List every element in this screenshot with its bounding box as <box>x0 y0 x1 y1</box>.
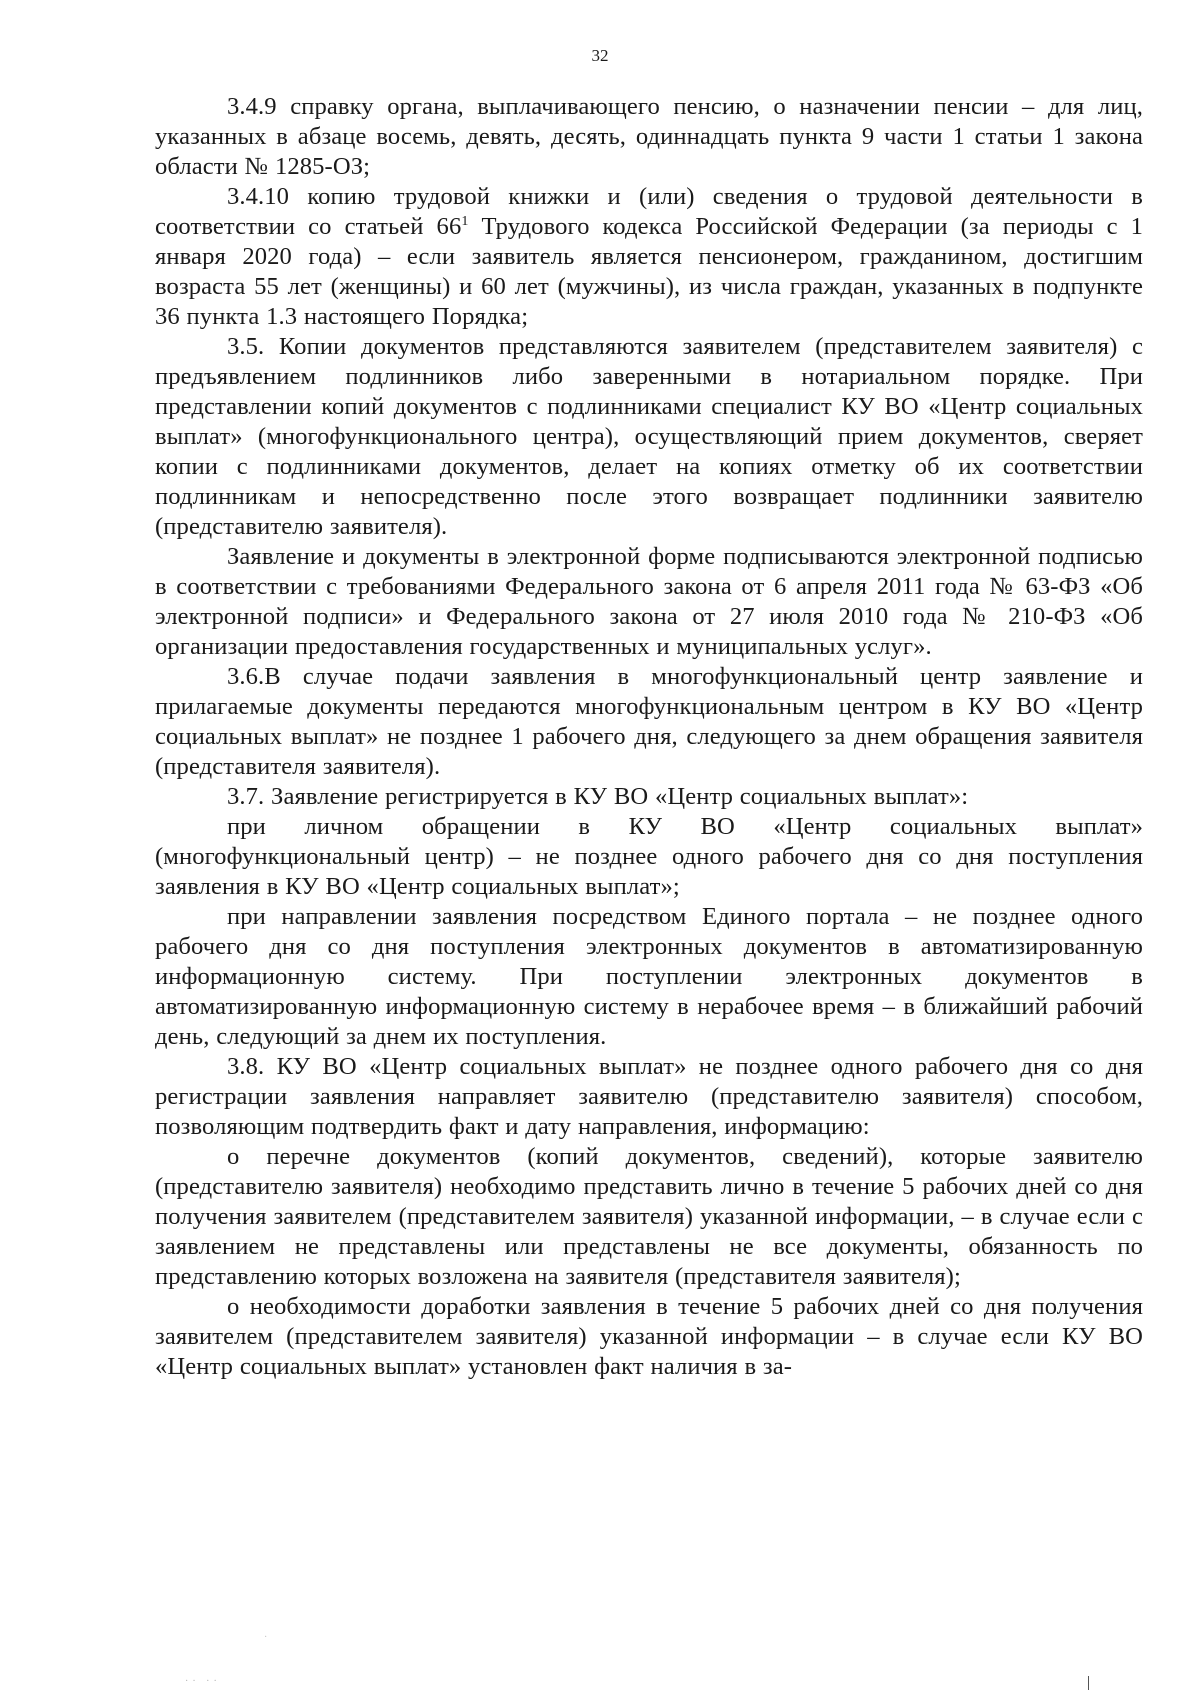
scan-artifact: · <box>264 1632 268 1643</box>
paragraph-3-6: 3.6.В случае подачи заявления в многофункциональный центр заявление и прилагаемые документы передаются многофункциональным центром в КУ ВО «Центр социальных выплат» не позднее 1 рабочего дня, следующего за днем обращения заявителя (представителя заявителя). <box>155 663 1143 780</box>
paragraph-electronic-signature: Заявление и документы в электронной форме подписываются электронной подписью в соответствии с требованиями Федерального закона от 6 апреля 2011 года № 63-ФЗ «Об электронной подписи» и Федерального закона от 27 июля 2010 года № 210-ФЗ «Об организации предоставления государственных и муниципальных услуг». <box>155 543 1143 660</box>
paragraph-text: 3.4.10 копию трудовой книжки и (или) сведения о трудовой деятельности в соответствии со статьей 66 <box>155 183 1143 240</box>
paragraph-unified-portal: при направлении заявления посредством Единого портала – не позднее одного рабочего дня со дня поступления электронных документов в автоматизированную информационную систему. При поступлении электронных документов в автоматизированную информационную систему в нерабочее время – в ближайший рабочий день, следующий за днем их поступления. <box>155 903 1143 1050</box>
superscript-footnote: 1 <box>461 214 469 229</box>
paragraph-3-7: 3.7. Заявление регистрируется в КУ ВО «Центр социальных выплат»: <box>227 783 969 810</box>
paragraph-personal-visit: при личном обращении в КУ ВО «Центр социальных выплат» (многофункциональный центр) – не позднее одного рабочего дня со дня поступления заявления в КУ ВО «Центр социальных выплат»; <box>155 813 1143 900</box>
paragraph-document-list: о перечне документов (копий документов, сведений), которые заявителю (представителю заявителя) необходимо представить лично в течение 5 рабочих дней со дня получения заявителем (представителем заявителя) указанной информации, – в случае если с заявлением не представлены или представлены не все документы, обязанность по представлению которых возложена на заявителя (представителя заявителя); <box>155 1143 1143 1290</box>
paragraph-3-4-10 <box>155 182 1143 332</box>
paragraph-text: Трудового кодекса Российской Федерации (за периоды с 1 января 2020 года) – если заявитель является пенсионером, гражданином, достигшим возраста 55 лет (женщины) и 60 лет (мужчины), из числа граждан, указанных в подпункте 36 пункта 1.3 настоящего Порядка; <box>155 213 1144 330</box>
paragraph-3-4-9: 3.4.9 справку органа, выплачивающего пенсию, о назначении пенсии – для лиц, указанных в абзаце восемь, девять, десять, одиннадцать пункта 9 части 1 статьи 1 закона области № 1285-ОЗ; <box>155 93 1143 180</box>
scan-artifact <box>1088 1676 1089 1690</box>
document-body <box>155 92 1143 1382</box>
page-number: 32 <box>591 46 609 65</box>
paragraph-revision: о необходимости доработки заявления в течение 5 рабочих дней со дня получения заявителем (представителем заявителя) указанной информации – в случае если КУ ВО «Центр социальных выплат» установлен факт наличия в за- <box>155 1293 1143 1380</box>
scan-artifact: ·· ·· <box>185 1676 221 1687</box>
paragraph-3-5: 3.5. Копии документов представляются заявителем (представителем заявителя) с предъявлением подлинников либо заверенными в нотариальном порядке. При представлении копий документов с подлинниками специалист КУ ВО «Центр социальных выплат» (многофункционального центра), осуществляющий прием документов, сверяет копии с подлинниками документов, делает на копиях отметку об их соответствии подлинникам и непосредственно после этого возвращает подлинники заявителю (представителю заявителя). <box>155 333 1143 540</box>
paragraph-3-8: 3.8. КУ ВО «Центр социальных выплат» не позднее одного рабочего дня со дня регистрации заявления направляет заявителю (представителю заявителя) способом, позволяющим подтвердить факт и дату направления, информацию: <box>155 1053 1143 1140</box>
